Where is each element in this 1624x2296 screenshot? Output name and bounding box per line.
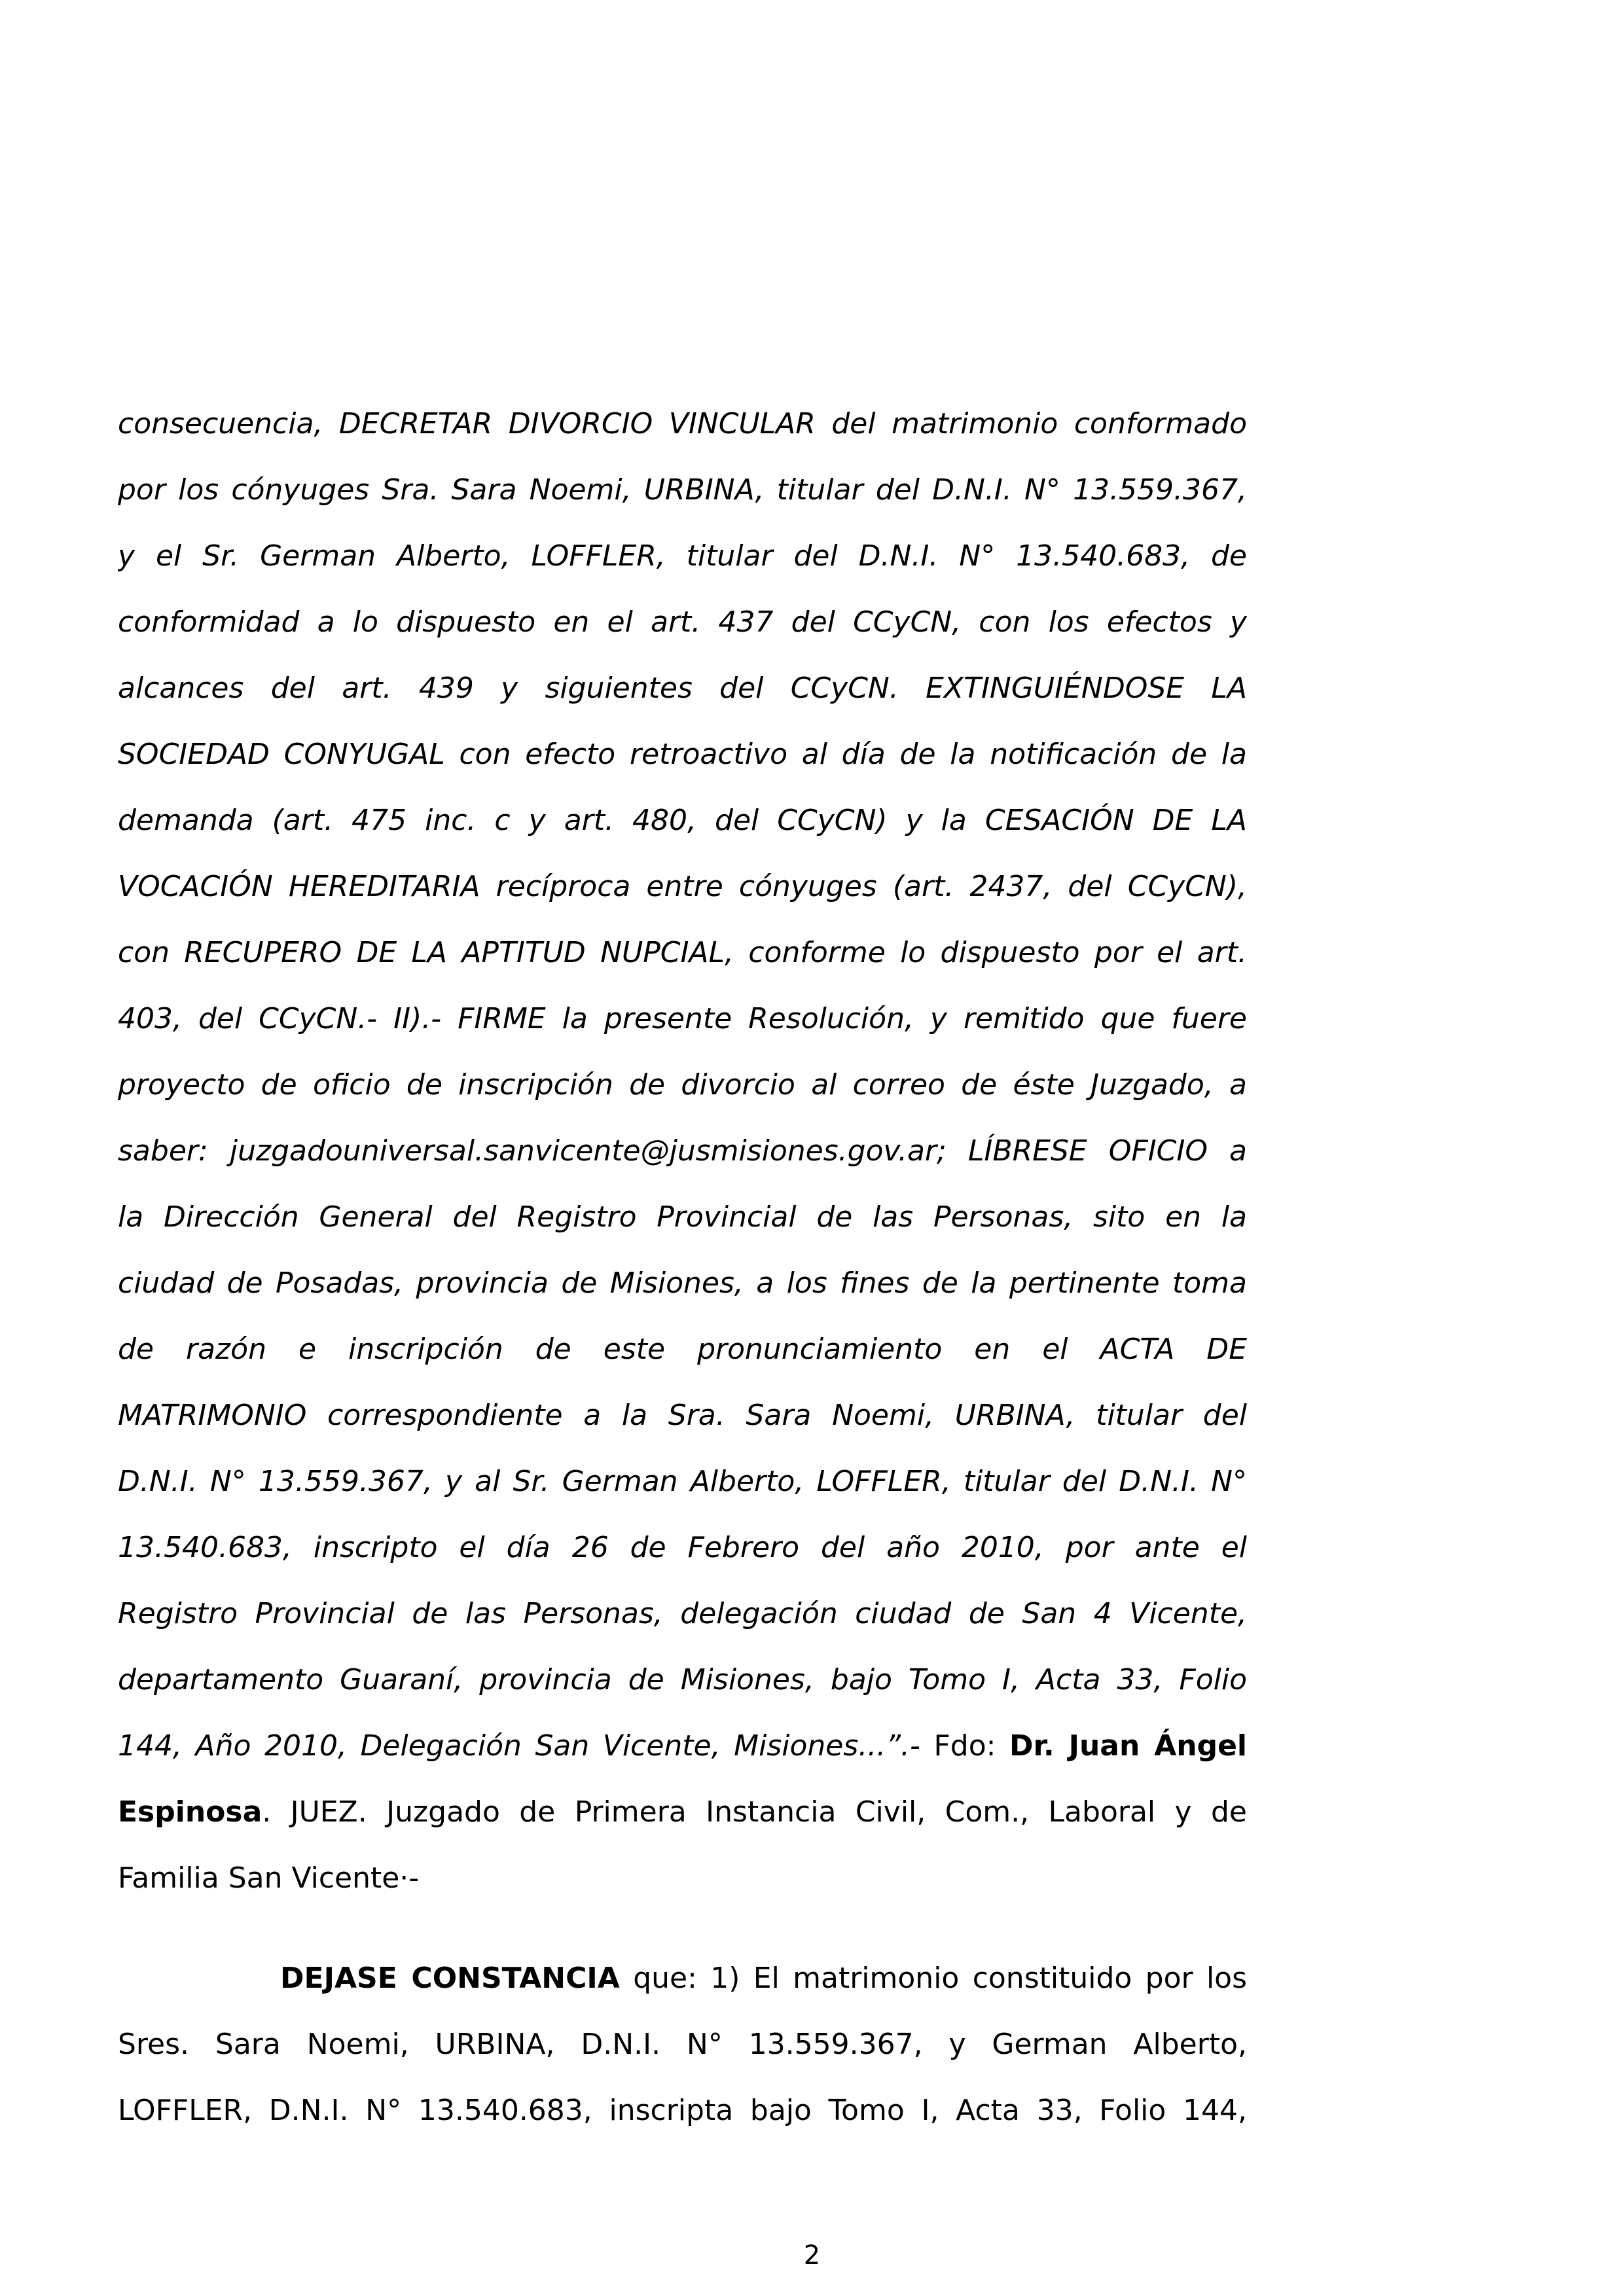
italic-text: D.N.I. N° 13.559.367, y al Sr. German Alberto, LOFFLER, titular del D.N.I. N°	[118, 1465, 1247, 1498]
italic-text: 403, del CCyCN.- II).- FIRME la presente Resolución, y remitido que fuere	[118, 1002, 1247, 1035]
text-line	[118, 1945, 1247, 2011]
text-line	[118, 2011, 1247, 2077]
italic-text: SOCIEDAD CONYUGAL con efecto retroactivo al día de la notificación de la	[118, 738, 1247, 771]
text-line	[118, 1647, 1247, 1713]
text-line	[118, 2077, 1247, 2144]
italic-text: ciudad de Posadas, provincia de Misiones, a los fines de la pertinente toma	[118, 1266, 1247, 1300]
text-line	[118, 1250, 1247, 1316]
text-line	[118, 787, 1247, 853]
bold-text: DEJASE CONSTANCIA	[280, 1962, 620, 1995]
resolution-paragraph	[118, 391, 1247, 1911]
text-line	[118, 589, 1247, 655]
text-line	[118, 853, 1247, 920]
italic-text: con RECUPERO DE LA APTITUD NUPCIAL, conforme lo dispuesto por el art.	[118, 936, 1247, 969]
italic-text: consecuencia, DECRETAR DIVORCIO VINCULAR del matrimonio conformado	[118, 407, 1247, 440]
text-segment: que: 1) El matrimonio constituido por los	[619, 1962, 1247, 1995]
text-line	[118, 1713, 1247, 1779]
bold-text: Dr. Juan Ángel	[1009, 1729, 1247, 1763]
text-segment: Sres. Sara Noemi, URBINA, D.N.I. N° 13.559.367, y German Alberto,	[118, 2028, 1247, 2061]
italic-text: MATRIMONIO correspondiente a la Sra. Sara Noemi, URBINA, titular del	[118, 1399, 1247, 1432]
text-line	[118, 1448, 1247, 1515]
text-line	[118, 1118, 1247, 1184]
italic-text: y el Sr. German Alberto, LOFFLER, titular del D.N.I. N° 13.540.683, de	[118, 539, 1247, 573]
italic-text: la Dirección General del Registro Provincial de las Personas, sito en la	[118, 1200, 1247, 1234]
text-line	[118, 1184, 1247, 1250]
italic-text: de razón e inscripción de este pronunciamiento en el ACTA DE	[118, 1333, 1247, 1366]
italic-text: 144, Año 2010, Delegación San Vicente, Misiones...”.-	[118, 1729, 920, 1763]
italic-text: proyecto de oficio de inscripción de divorcio al correo de éste Juzgado, a	[118, 1068, 1247, 1102]
text-line	[118, 721, 1247, 787]
text-line	[118, 1052, 1247, 1118]
italic-text: saber: juzgadouniversal.sanvicente@jusmisiones.gov.ar; LÍBRESE OFICIO a	[118, 1134, 1247, 1168]
text-line	[118, 986, 1247, 1052]
text-segment: Familia San Vicente·-	[118, 1861, 420, 1895]
text-segment: . JUEZ. Juzgado de Primera Instancia Civil, Com., Laboral y de	[262, 1795, 1247, 1829]
text-line	[118, 1316, 1247, 1382]
text-line	[118, 523, 1247, 589]
bold-text: Espinosa	[118, 1795, 262, 1829]
text-line	[118, 1581, 1247, 1647]
italic-text: demanda (art. 475 inc. c y art. 480, del CCyCN) y la CESACIÓN DE LA	[118, 804, 1247, 837]
italic-text: por los cónyuges Sra. Sara Noemi, URBINA, titular del D.N.I. N° 13.559.367,	[118, 473, 1247, 507]
italic-text: departamento Guaraní, provincia de Misiones, bajo Tomo I, Acta 33, Folio	[118, 1663, 1247, 1696]
text-line	[118, 1382, 1247, 1448]
page-number: 2	[803, 2240, 821, 2270]
italic-text: VOCACIÓN HEREDITARIA recíproca entre cónyuges (art. 2437, del CCyCN),	[118, 870, 1247, 903]
italic-text: Registro Provincial de las Personas, delegación ciudad de San 4 Vicente,	[118, 1597, 1247, 1630]
constancia-paragraph	[118, 1945, 1247, 2144]
text-segment: Fdo:	[920, 1729, 1010, 1763]
italic-text: conformidad a lo dispuesto en el art. 437 del CCyCN, con los efectos y	[118, 605, 1247, 639]
text-line	[118, 920, 1247, 986]
text-line	[118, 655, 1247, 721]
text-line	[118, 1779, 1247, 1845]
italic-text: alcances del art. 439 y siguientes del CCyCN. EXTINGUIÉNDOSE LA	[118, 672, 1247, 705]
text-segment: LOFFLER, D.N.I. N° 13.540.683, inscripta bajo Tomo I, Acta 33, Folio 144,	[118, 2094, 1247, 2127]
italic-text: 13.540.683, inscripto el día 26 de Febrero del año 2010, por ante el	[118, 1531, 1247, 1564]
text-line	[118, 1515, 1247, 1581]
text-line	[118, 391, 1247, 457]
text-line	[118, 1845, 1247, 1911]
text-line	[118, 457, 1247, 523]
